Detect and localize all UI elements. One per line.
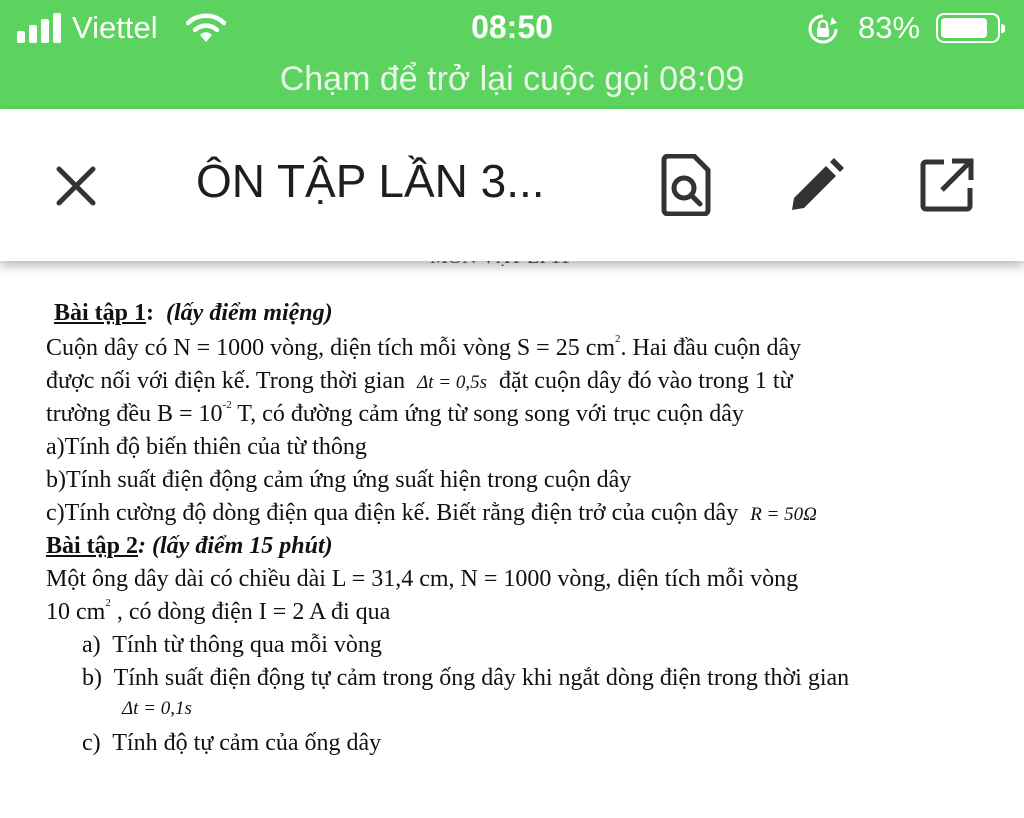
- exercise-2-note: : (lấy điểm 15 phút): [138, 533, 333, 559]
- delta-t-formula-2: Δt = 0,1s: [122, 698, 192, 719]
- ex1-item-b: b)Tính suất điện động cảm ứng ứng suất hiện trong cuộn dây: [46, 467, 632, 493]
- pencil-icon[interactable]: [790, 158, 844, 212]
- find-in-document-icon[interactable]: [660, 154, 712, 216]
- exercise-1-heading-line: Bài tập 1: (lấy điểm miệng): [54, 300, 333, 326]
- ex2-line-1: Một ông dây dài có chiều dài L = 31,4 cm, N = 1000 vòng, diện tích mỗi vòng: [46, 566, 799, 592]
- ex2-item-c: c) Tính độ tự cảm của ống dây: [82, 730, 382, 756]
- exercise-2-heading: Bài tập 2: [46, 533, 139, 559]
- open-in-new-icon[interactable]: [920, 158, 974, 212]
- ex2-item-b: b) Tính suất điện động tự cảm trong ống dây khi ngắt dòng điện trong thời gian: [82, 665, 850, 691]
- document-page: [0, 240, 1024, 818]
- exercise-2-heading-line: [46, 533, 333, 560]
- return-to-call-banner[interactable]: Chạm để trở lại cuộc gọi 08:09: [279, 60, 745, 98]
- ex1-line-1: Cuộn dây có N = 1000 vòng, diện tích mỗi vòng S = 25 $cm^2$. Hai đầu cuộn dây: [46, 333, 802, 361]
- delta-t-formula: Δt = 0,5s: [417, 372, 487, 393]
- ex1-item-a: a)Tính độ biến thiên của từ thông: [46, 434, 367, 460]
- ex1-line-2: được nối với điện kế. Trong thời gian Δt = 0,5s đặt cuộn dây đó vào trong 1 từ: [46, 368, 793, 394]
- resistance-formula: R = 50Ω: [750, 504, 817, 525]
- document-title: ÔN TẬP LẦN 3...: [196, 155, 545, 207]
- ex2-line-2: 10 $cm^2$ , có dòng điện I = 2 A đi qua: [46, 597, 391, 625]
- close-icon[interactable]: [54, 164, 98, 208]
- ex2-item-a: a) Tính từ thông qua mỗi vòng: [82, 632, 382, 658]
- battery-level-fill: [941, 18, 987, 38]
- ex1-item-c: c)Tính cường độ dòng điện qua điện kế. Biết rằng điện trở của cuộn dây R = 50Ω: [46, 500, 817, 526]
- ex1-line-3: trường đều $B = 10^{-2}$ T, có đường cảm ứng từ song song với trục cuộn dây: [46, 399, 744, 427]
- clock: 08:50: [471, 9, 553, 45]
- status-bar: [0, 0, 1024, 109]
- exercise-1-note: (lấy điểm miệng): [166, 300, 333, 326]
- exercise-1-heading: Bài tập 1: [54, 300, 147, 326]
- rotation-lock-icon: [806, 13, 840, 45]
- carrier-name: Viettel: [72, 10, 158, 45]
- battery-percent: 83%: [858, 10, 921, 45]
- battery-icon: [936, 13, 1000, 43]
